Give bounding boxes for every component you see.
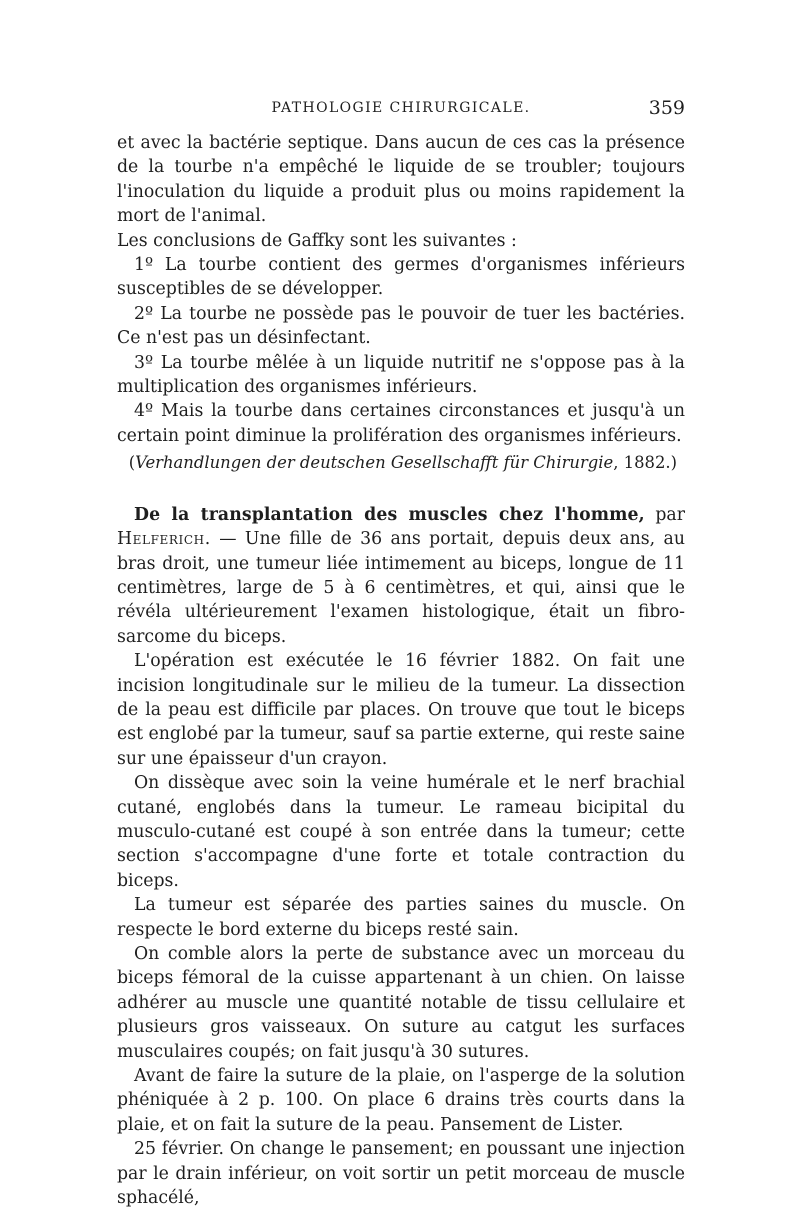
- paragraph: La tumeur est séparée des parties saines du muscle. On respecte le bord externe du biceps resté sain.: [117, 895, 685, 940]
- citation-year: , 1882.): [613, 453, 677, 473]
- em-dash: —: [210, 529, 245, 550]
- list-item: 4º Mais la tourbe dans certaines circonstances et jusqu'à un certain point diminue la prolifération des organismes inférieurs.: [117, 401, 685, 446]
- page-number: 359: [648, 97, 685, 119]
- citation-source: Verhandlungen der deutschen Gesellschafft für Chirurgie: [135, 453, 614, 473]
- running-head: [117, 96, 685, 120]
- list-item: 2º La tourbe ne possède pas le pouvoir de tuer les bactéries. Ce n'est pas un désinfectant.: [117, 303, 685, 349]
- list-item: 1º La tourbe contient des germes d'organismes inférieurs susceptibles de se développer.: [117, 255, 685, 300]
- paragraph: 25 février. On change le pansement; en poussant une injection par le drain inférieur, on voit sortir un petit morceau de muscle sphacélé,: [117, 1139, 685, 1209]
- paragraph: On dissèque avec soin la veine humérale et le nerf brachial cutané, englobés dans la tumeur. Le rameau bicipital du musculo-cutané est coupé à son entrée dans la tumeur; cette section s'accompagne d'une forte et totale contraction du biceps.: [117, 773, 685, 891]
- paragraph-text: Une fille de 36 ans portait, depuis deux ans, au bras droit, une tumeur liée intimement au biceps, longue de 11 centimètres, large de 5 à 6 centimètres, et qui, ainsi que le révéla ultérieurement l'examen histologique, était un fibro-sarcome du biceps.: [117, 529, 685, 647]
- paragraph: et avec la bactérie septique. Dans aucun de ces cas la présence de la tourbe n'a empêché le liquide de se troubler; toujours l'inoculation du liquide a produit plus ou moins rapidement la mort de l'animal.: [117, 133, 685, 227]
- section-title: De la transplantation des muscles chez l'homme,: [134, 504, 645, 525]
- paragraph: On comble alors la perte de substance avec un morceau du biceps fémoral de la cuisse appartenant à un chien. On laisse adhérer au muscle une quantité notable de tissu cellulaire et plusieurs gros vaisseaux. On suture au catgut les surfaces musculaires coupés; on fait jusqu'à 30 sutures.: [117, 944, 685, 1062]
- section-gap: [117, 476, 685, 503]
- byline-connector: par: [644, 504, 685, 525]
- paragraph: L'opération est exécutée le 16 février 1882. On fait une incision longitudinale sur le milieu de la tumeur. La dissection de la peau est difficile par places. On trouve que tout le biceps est englobé par la tumeur, sauf sa partie externe, qui reste saine sur une épaisseur d'un crayon.: [117, 651, 685, 769]
- author-name: Helferich.: [117, 529, 211, 550]
- paragraph: Les conclusions de Gaffky sont les suivantes :: [117, 230, 517, 251]
- body-text: [117, 131, 685, 1210]
- paragraph: Avant de faire la suture de la plaie, on l'asperge de la solution phéniquée à 2 p. 100. On place 6 drains très courts dans la plaie, et on fait la suture de la peau. Pansement de Lister.: [117, 1066, 685, 1135]
- citation-open: (: [128, 453, 136, 473]
- list-item: 3º La tourbe mêlée à un liquide nutritif ne s'oppose pas à la multiplication des organismes inférieurs.: [117, 352, 685, 398]
- section-opening-paragraph: [117, 503, 685, 649]
- citation: [117, 451, 685, 475]
- running-title: PATHOLOGIE CHIRURGICALE.: [271, 100, 531, 116]
